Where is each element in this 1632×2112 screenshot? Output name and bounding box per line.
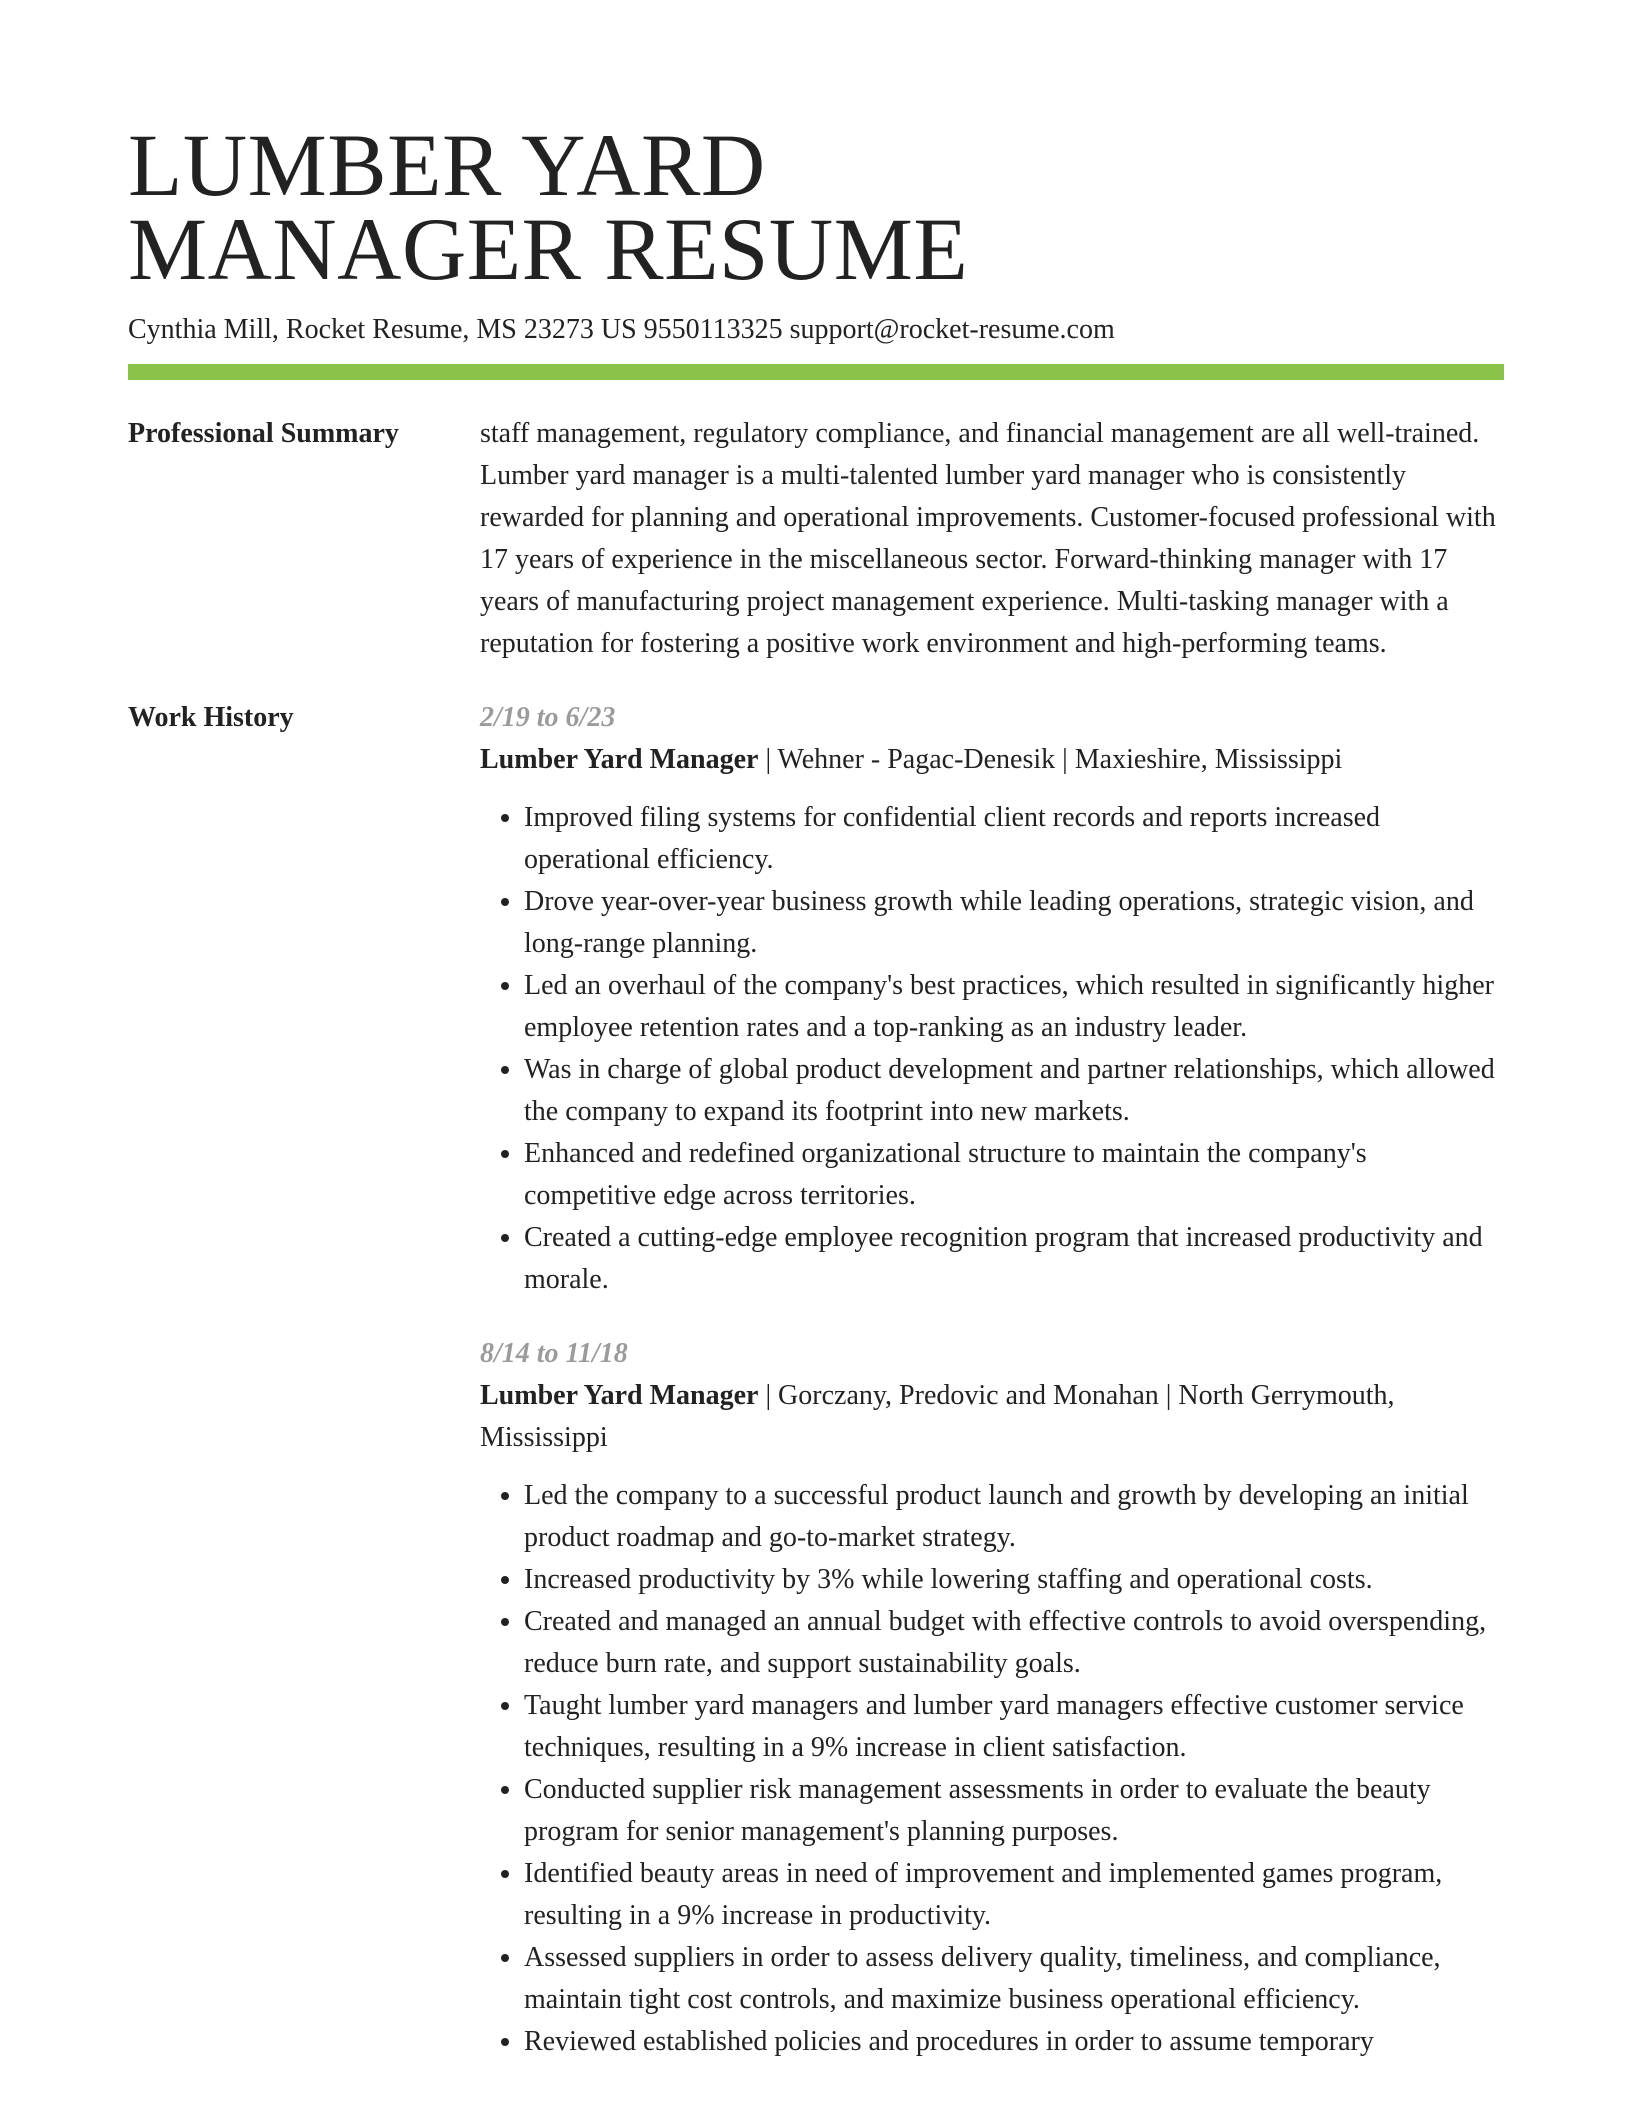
professional-summary-section: [128, 413, 1504, 665]
job-bullet: • Assessed suppliers in order to assess delivery quality, timeliness, and compliance, maintain tight cost controls, and maximize business operational efficiency.: [524, 1937, 1504, 2021]
resume-title: [128, 0, 1504, 299]
job-entry: [480, 1333, 1504, 2063]
job-bullet: • Led an overhaul of the company's best practices, which resulted in significantly higher employee retention rates and a top-ranking as an industry leader.: [524, 965, 1504, 1049]
work-history-section: [128, 697, 1504, 2063]
resume-page: [128, 0, 1504, 2063]
job-bullet: • Conducted supplier risk management assessments in order to evaluate the beauty program for senior management's planning purposes.: [524, 1769, 1504, 1853]
job-title: Lumber Yard Manager: [480, 1380, 759, 1411]
job-bullet: • Taught lumber yard managers and lumber yard managers effective customer service techniques, resulting in a 9% increase in client satisfaction.: [524, 1685, 1504, 1769]
section-label-work-history: Work History: [128, 702, 294, 733]
job-bullet: • Drove year-over-year business growth while leading operations, strategic vision, and long-range planning.: [524, 881, 1504, 965]
job-bullets: [480, 797, 1504, 1301]
title-line-2: MANAGER RESUME: [128, 201, 969, 299]
job-bullet: • Increased productivity by 3% while lowering staffing and operational costs.: [524, 1559, 1504, 1601]
job-entry: [480, 697, 1504, 1301]
accent-divider: [128, 364, 1504, 380]
job-bullet: • Improved filing systems for confidential client records and reports increased operational efficiency.: [524, 797, 1504, 881]
job-bullet: • Created a cutting-edge employee recognition program that increased productivity and morale.: [524, 1217, 1504, 1301]
job-details: | Gorczany, Predovic and Monahan | North Gerrymouth, Mississippi: [480, 1380, 1395, 1453]
work-history-body: [480, 697, 1504, 2063]
summary-text: staff management, regulatory compliance, and financial management are all well-trained. Lumber yard manager is a multi-talented lumber yard manager who is consistently rewarded for planning and operational improvements. Customer-focused professional with 17 years of experience in the miscellaneous sector. Forward-thinking manager with 17 years of manufacturing project management experience. Multi-tasking manager with a reputation for fostering a positive work environment and high-performing teams.: [480, 418, 1496, 659]
job-title: Lumber Yard Manager: [480, 744, 759, 775]
job-bullet: • Led the company to a successful product launch and growth by developing an initial product roadmap and go-to-market strategy.: [524, 1475, 1504, 1559]
job-heading: [480, 739, 1504, 781]
job-bullet: • Reviewed established policies and procedures in order to assume temporary: [524, 2021, 1504, 2063]
job-bullet: • Created and managed an annual budget with effective controls to avoid overspending, reduce burn rate, and support sustainability goals.: [524, 1601, 1504, 1685]
title-line-1: LUMBER YARD: [128, 117, 766, 215]
job-details: | Wehner - Pagac-Denesik | Maxieshire, Mississippi: [758, 744, 1343, 775]
job-bullet: • Identified beauty areas in need of improvement and implemented games program, resulting in a 9% increase in productivity.: [524, 1853, 1504, 1937]
job-bullets: [480, 1475, 1504, 2063]
job-dates: 2/19 to 6/23: [480, 702, 616, 733]
contact-line: Cynthia Mill, Rocket Resume, MS 23273 US 9550113325 support@rocket-resume.com: [128, 314, 1115, 345]
job-bullet: • Was in charge of global product development and partner relationships, which allowed the company to expand its footprint into new markets.: [524, 1049, 1504, 1133]
job-dates: 8/14 to 11/18: [480, 1338, 628, 1369]
section-label-summary: Professional Summary: [128, 418, 399, 449]
job-heading: [480, 1375, 1504, 1459]
job-bullet: • Enhanced and redefined organizational structure to maintain the company's competitive edge across territories.: [524, 1133, 1504, 1217]
